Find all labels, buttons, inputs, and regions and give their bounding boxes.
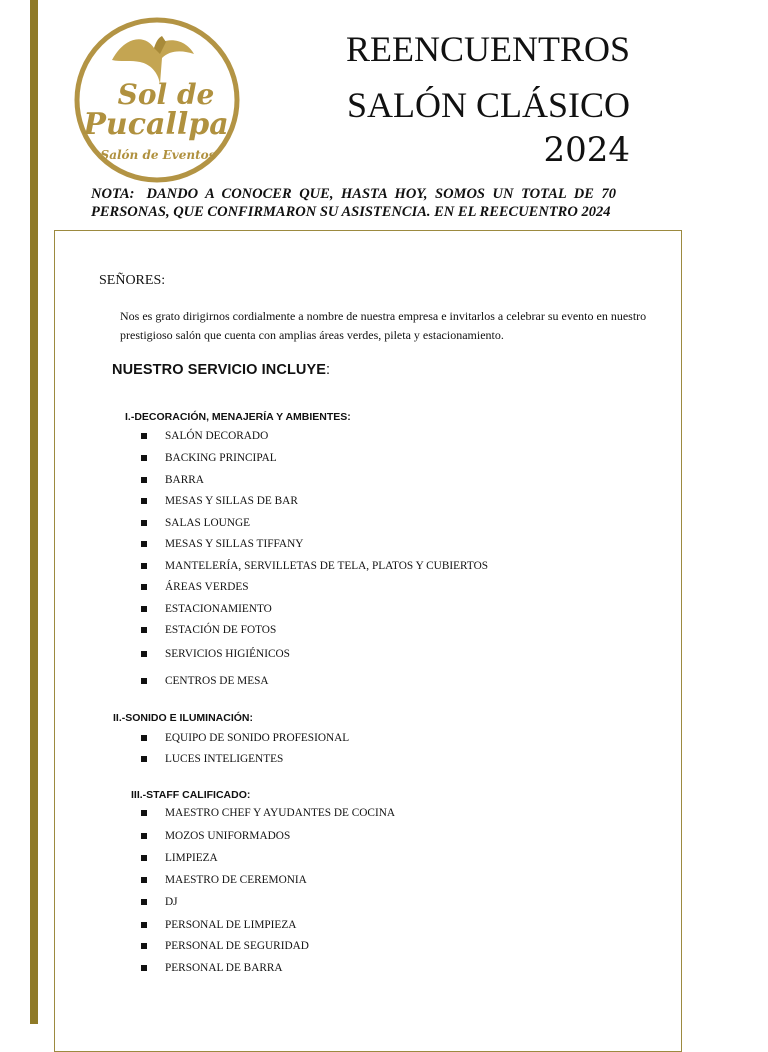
- header-title-line-2: SALÓN CLÁSICO: [346, 85, 630, 125]
- section-title: I.-DECORACIÓN, MENAJERÍA Y AMBIENTES:: [125, 411, 351, 423]
- square-bullet-icon: [141, 855, 147, 861]
- list-item: PERSONAL DE BARRA: [165, 962, 283, 974]
- section-title: III.-STAFF CALIFICADO:: [131, 789, 251, 801]
- list-item: SERVICIOS HIGIÉNICOS: [165, 648, 290, 660]
- list-item: EQUIPO DE SONIDO PROFESIONAL: [165, 732, 350, 744]
- greeting: SEÑORES:: [99, 273, 166, 288]
- logo-text-sol-de: Sol de: [117, 78, 215, 111]
- square-bullet-icon: [141, 735, 147, 741]
- square-bullet-icon: [141, 520, 147, 526]
- square-bullet-icon: [141, 455, 147, 461]
- square-bullet-icon: [141, 756, 147, 762]
- list-item: SALAS LOUNGE: [165, 517, 251, 529]
- list-item: DJ: [165, 896, 178, 908]
- header-year: 2024: [543, 130, 630, 170]
- square-bullet-icon: [141, 899, 147, 905]
- list-item: LIMPIEZA: [165, 852, 218, 864]
- square-bullet-icon: [141, 477, 147, 483]
- list-item: PERSONAL DE LIMPIEZA: [165, 919, 297, 931]
- list-item: CENTROS DE MESA: [165, 675, 269, 687]
- list-item: ESTACIONAMIENTO: [165, 603, 272, 615]
- square-bullet-icon: [141, 541, 147, 547]
- list-item: LUCES INTELIGENTES: [165, 753, 284, 765]
- letter-card: [54, 230, 682, 1052]
- square-bullet-icon: [141, 965, 147, 971]
- list-item: MAESTRO DE CEREMONIA: [165, 874, 307, 886]
- service-title-colon: :: [326, 362, 331, 378]
- square-bullet-icon: [141, 810, 147, 816]
- note-text: DANDO A CONOCER QUE, HASTA HOY, SOMOS UN TOTAL DE 70 PERSONAS, QUE CONFIRMARON SU ASISTENCIA. EN EL REECUENTRO 2024: [91, 186, 616, 220]
- square-bullet-icon: [141, 584, 147, 590]
- list-item: MAESTRO CHEF Y AYUDANTES DE COCINA: [165, 807, 396, 819]
- square-bullet-icon: [141, 922, 147, 928]
- list-item: MESAS Y SILLAS TIFFANY: [165, 538, 304, 550]
- square-bullet-icon: [141, 833, 147, 839]
- header-title-line-1: REENCUENTROS: [345, 29, 630, 69]
- logo-text-pucallpa: Pucallpa: [83, 107, 229, 142]
- left-accent-bar: [30, 0, 38, 1024]
- service-title-text: NUESTRO SERVICIO INCLUYE: [112, 362, 327, 378]
- list-item: PERSONAL DE SEGURIDAD: [165, 940, 309, 952]
- note-label: NOTA:: [91, 186, 135, 202]
- square-bullet-icon: [141, 498, 147, 504]
- square-bullet-icon: [141, 606, 147, 612]
- list-item: SALÓN DECORADO: [165, 430, 269, 442]
- square-bullet-icon: [141, 563, 147, 569]
- square-bullet-icon: [141, 433, 147, 439]
- square-bullet-icon: [141, 678, 147, 684]
- intro-paragraph: Nos es grato dirigirnos cordialmente a nombre de nuestra empresa e invitarlos a celebrar su evento en nuestro prestigioso salón que cuenta con amplias áreas verdes, pileta y estacionamiento.: [120, 309, 647, 342]
- square-bullet-icon: [141, 877, 147, 883]
- sol-de-pucallpa-logo: [70, 14, 244, 184]
- list-item: BARRA: [165, 474, 204, 486]
- list-item: MANTELERÍA, SERVILLETAS DE TELA, PLATOS Y CUBIERTOS: [165, 560, 489, 572]
- list-item: ÁREAS VERDES: [165, 581, 249, 593]
- logo-text-salon-de-eventos: Salón de Eventos: [100, 148, 216, 162]
- square-bullet-icon: [141, 651, 147, 657]
- list-item: MOZOS UNIFORMADOS: [165, 830, 291, 842]
- square-bullet-icon: [141, 943, 147, 949]
- list-item: BACKING PRINCIPAL: [165, 452, 277, 464]
- list-item: ESTACIÓN DE FOTOS: [165, 624, 277, 636]
- section-title: II.-SONIDO E ILUMINACIÓN:: [113, 712, 253, 724]
- note-paragraph: [91, 185, 616, 221]
- service-title: [112, 362, 330, 378]
- square-bullet-icon: [141, 627, 147, 633]
- list-item: MESAS Y SILLAS DE BAR: [165, 495, 298, 507]
